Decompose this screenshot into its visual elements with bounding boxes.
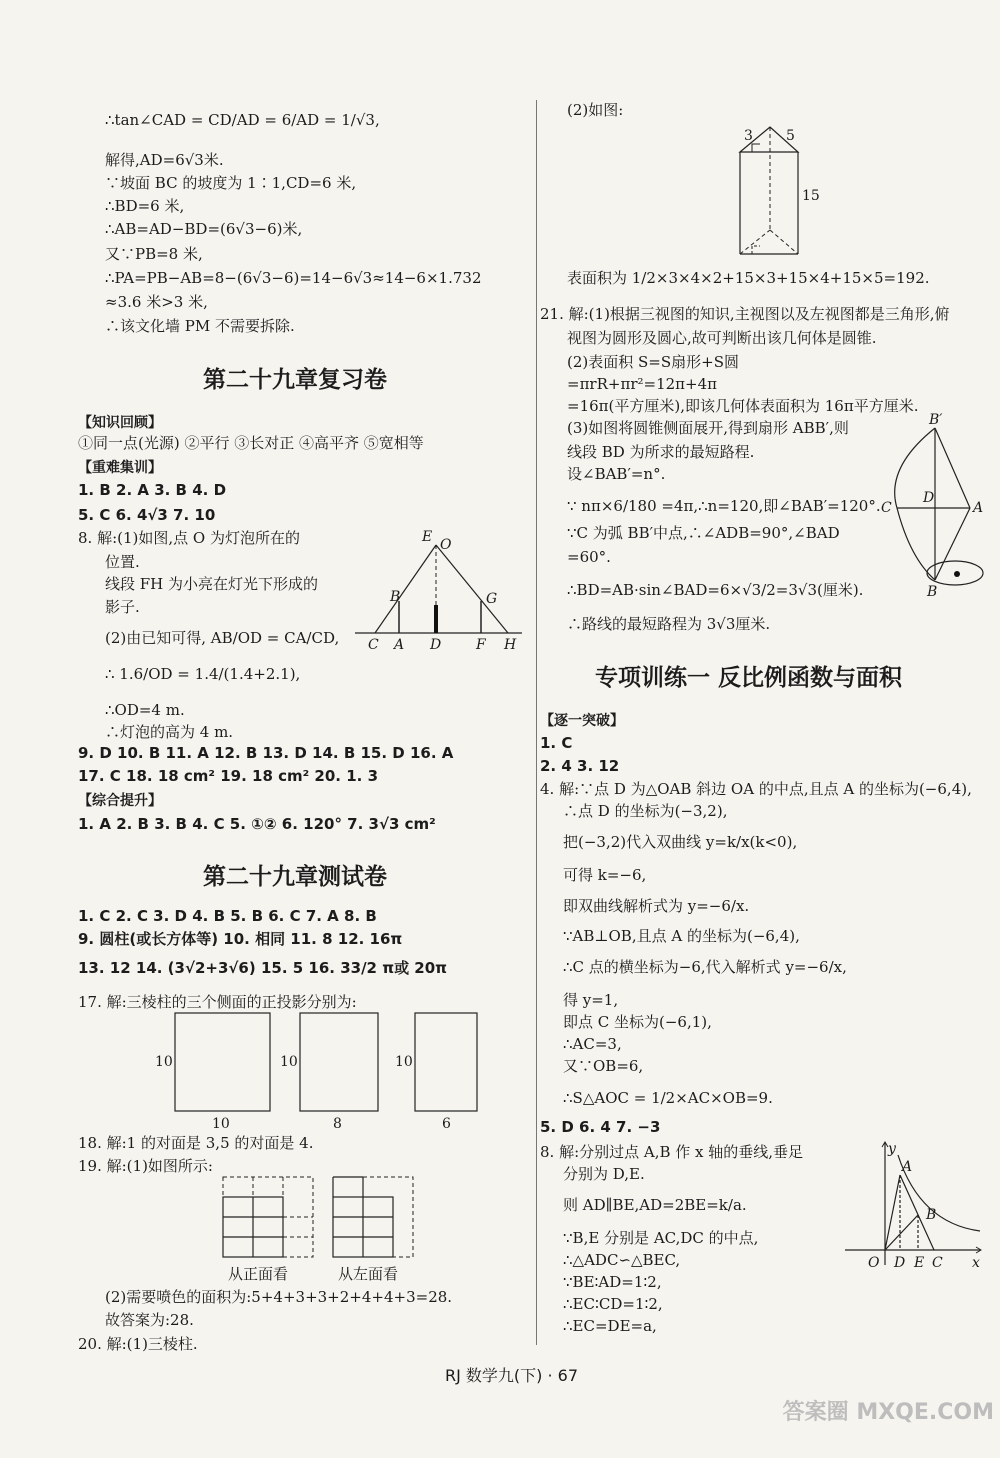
text-line: (3)如图将圆锥侧面展开,得到扇形 ABB′,则 — [567, 419, 849, 437]
text-line: =60°. — [567, 548, 611, 566]
caption: 从正面看 — [228, 1265, 289, 1283]
triangular-prism-figure — [730, 122, 830, 267]
text-line: ∴AB=AD−BD=(6√3−6)米, — [105, 220, 303, 238]
fig-label: 5 — [786, 128, 795, 144]
text-line: 影子. — [105, 598, 140, 616]
text-line: ∴EC∶CD=1∶2, — [563, 1295, 663, 1313]
text-line: 线段 BD 为所求的最短路程. — [567, 443, 755, 461]
text-line: =16π(平方厘米),即该几何体表面积为 16π平方厘米. — [567, 397, 919, 415]
text-line: ≈3.6 米>3 米, — [105, 293, 208, 311]
text-line: (2)表面积 S=S扇形+S圆 — [567, 353, 739, 371]
text-line: ∵AB⊥OB,且点 A 的坐标为(−6,4), — [563, 927, 800, 945]
section-label: 【综合提升】 — [78, 793, 162, 809]
fig-label: B — [926, 1207, 937, 1223]
section-label: 【重难集训】 — [78, 460, 162, 476]
fig-label: C — [932, 1255, 943, 1271]
projection-rectangles-figure — [150, 1008, 490, 1133]
fig-label: O — [440, 537, 452, 553]
section-heading: 第二十九章复习卷 — [203, 367, 387, 393]
text-line: 又∵PB=8 米, — [105, 245, 203, 263]
section-label: 【逐一突破】 — [540, 713, 624, 729]
fig-label: H — [504, 637, 517, 653]
text-line: 分别为 D,E. — [563, 1165, 645, 1183]
fig-label: D — [894, 1255, 906, 1271]
text-line: ∵C 为弧 BB′中点,∴∠ADB=90°,∠BAD — [567, 524, 840, 542]
text-line: ∴PA=PB−AB=8−(6√3−6)=14−6√3≈14−6×1.732 — [105, 269, 482, 287]
answer-line: 9. D 10. B 11. A 12. B 13. D 14. B 15. D 16. A — [78, 744, 454, 762]
text-line: 即双曲线解析式为 y=−6/x. — [563, 897, 750, 915]
text-line: 8. 解:(1)如图,点 O 为灯泡所在的 — [78, 529, 300, 547]
text-line: 解得,AD=6√3米. — [105, 151, 224, 169]
text-line: ∴AC=3, — [563, 1035, 622, 1053]
lamp-shadow-figure — [350, 525, 530, 655]
fig-label: 15 — [802, 188, 820, 204]
text-line: ①同一点(光源) ②平行 ③长对正 ④高平齐 ⑤宽相等 — [78, 434, 424, 452]
answer-line: 1. C 2. C 3. D 4. B 5. B 6. C 7. A 8. B — [78, 907, 377, 925]
three-view-grid-figure — [215, 1172, 425, 1262]
text-line: 视图为圆形及圆心,故可判断出该几何体是圆锥. — [567, 329, 877, 347]
watermark: 答案圈 MXQE.COM — [782, 1400, 994, 1425]
text-line: (2)由已知可得, AB/OD = CA/CD, — [105, 629, 340, 647]
text-line: ∴点 D 的坐标为(−3,2), — [563, 802, 728, 820]
text-line: ∴路线的最短路程为 3√3厘米. — [567, 615, 771, 633]
text-line: ∵ nπ×6/180 =4π,∴n=120,即∠BAB′=120°. — [567, 497, 881, 515]
text-line: 把(−3,2)代入双曲线 y=k/x(k<0), — [563, 833, 798, 851]
text-line: 得 y=1, — [563, 991, 619, 1009]
text-line: (2)需要喷色的面积为:5+4+3+3+2+4+4+3=28. — [105, 1288, 453, 1306]
text-line: 即点 C 坐标为(−6,1), — [563, 1013, 712, 1031]
fig-label: O — [868, 1255, 880, 1271]
fig-label: D — [923, 490, 935, 506]
text-line: 4. 解:∵点 D 为△OAB 斜边 OA 的中点,且点 A 的坐标为(−6,4), — [540, 780, 972, 798]
text-line: 18. 解:1 的对面是 3,5 的对面是 4. — [78, 1134, 314, 1152]
fig-label: F — [476, 637, 486, 653]
text-line: ∴OD=4 m. — [105, 701, 185, 719]
text-line: 又∵OB=6, — [563, 1057, 644, 1075]
answer-line: 1. C — [540, 734, 573, 752]
fig-label: B — [390, 589, 401, 605]
answer-line: 1. B 2. A 3. B 4. D — [78, 481, 227, 499]
section-heading: 专项训练一 反比例函数与面积 — [595, 665, 903, 691]
page-footer: RJ 数学九(下) · 67 — [445, 1366, 579, 1385]
text-line: 17. 解:三棱柱的三个侧面的正投影分别为: — [78, 993, 357, 1011]
answer-line: 13. 12 14. (3√2+3√6) 15. 5 16. 33/2 π或 20π — [78, 959, 448, 977]
answer-line: 5. D 6. 4 7. −3 — [540, 1118, 661, 1136]
text-line: 位置. — [105, 553, 140, 571]
fig-label: C — [881, 500, 892, 516]
fig-label: 3 — [744, 128, 753, 144]
text-line: ∴S△AOC = 1/2×AC×OB=9. — [563, 1089, 773, 1107]
column-divider — [536, 100, 537, 1345]
text-line: 故答案为:28. — [105, 1311, 194, 1329]
text-line: ∴BD=AB·sin∠BAD=6×√3/2=3√3(厘米). — [567, 581, 864, 599]
fig-label: D — [430, 637, 442, 653]
text-line: 8. 解:分别过点 A,B 作 x 轴的垂线,垂足 — [540, 1143, 804, 1161]
text-line: ∴△ADC∽△BEC, — [563, 1251, 681, 1269]
fig-label: A — [394, 637, 405, 653]
caption: 从左面看 — [338, 1265, 399, 1283]
text-line: ∴ 1.6/OD = 1.4/(1.4+2.1), — [105, 665, 301, 683]
fig-label: E — [914, 1255, 925, 1271]
fig-label: x — [972, 1255, 980, 1271]
text-line: ∵BE∶AD=1∶2, — [563, 1273, 662, 1291]
fig-label: E — [422, 529, 433, 545]
text-line: =πrR+πr²=12π+4π — [567, 375, 717, 393]
fig-label: C — [368, 637, 379, 653]
fig-label: 8 — [333, 1116, 342, 1132]
fig-label: 10 — [212, 1116, 230, 1132]
answer-line: 2. 4 3. 12 — [540, 757, 620, 775]
text-line: ∴C 点的横坐标为−6,代入解析式 y=−6/x, — [563, 958, 847, 976]
cone-sector-figure — [875, 408, 995, 603]
answer-line: 1. A 2. B 3. B 4. C 5. ①② 6. 120° 7. 3√3 cm² — [78, 815, 436, 833]
text-line: (2)如图: — [567, 101, 624, 119]
fig-label: A — [902, 1159, 913, 1175]
text-line: 线段 FH 为小亮在灯光下形成的 — [105, 575, 319, 593]
fig-label: A — [973, 500, 984, 516]
text-line: ∴该文化墙 PM 不需要拆除. — [105, 317, 295, 335]
section-label: 【知识回顾】 — [78, 415, 162, 431]
answer-line: 5. C 6. 4√3 7. 10 — [78, 506, 216, 524]
fig-label: 10 — [155, 1054, 173, 1070]
fig-label: 10 — [280, 1054, 298, 1070]
text-line: ∴EC=DE=a, — [563, 1317, 657, 1335]
section-heading: 第二十九章测试卷 — [203, 864, 387, 890]
text-line: 21. 解:(1)根据三视图的知识,主视图以及左视图都是三角形,俯 — [540, 305, 950, 323]
text-line: ∴BD=6 米, — [105, 197, 185, 215]
text-line: ∴灯泡的高为 4 m. — [105, 723, 234, 741]
answer-line: 17. C 18. 18 cm² 19. 18 cm² 20. 1. 3 — [78, 767, 379, 785]
text-line: 19. 解:(1)如图所示: — [78, 1157, 213, 1175]
hyperbola-graph-figure — [840, 1135, 990, 1275]
text-line: ∵坡面 BC 的坡度为 1∶1,CD=6 米, — [105, 174, 357, 192]
text-line: 设∠BAB′=n°. — [567, 465, 666, 483]
text-line: 20. 解:(1)三棱柱. — [78, 1335, 198, 1353]
fig-label: B′ — [929, 412, 943, 428]
text-line: 可得 k=−6, — [563, 866, 647, 884]
text-line: 则 AD∥BE,AD=2BE=k/a. — [563, 1196, 747, 1214]
fig-label: 10 — [395, 1054, 413, 1070]
answer-line: 9. 圆柱(或长方体等) 10. 相同 11. 8 12. 16π — [78, 930, 403, 948]
fig-label: G — [486, 591, 498, 607]
fig-label: 6 — [442, 1116, 451, 1132]
fig-label: B — [927, 584, 938, 600]
text-line: 表面积为 1/2×3×4×2+15×3+15×4+15×5=192. — [567, 269, 930, 287]
fig-label: y — [888, 1141, 896, 1157]
text-line: ∴tan∠CAD = CD/AD = 6/AD = 1/√3, — [105, 111, 380, 129]
text-line: ∵B,E 分别是 AC,DC 的中点, — [563, 1229, 759, 1247]
